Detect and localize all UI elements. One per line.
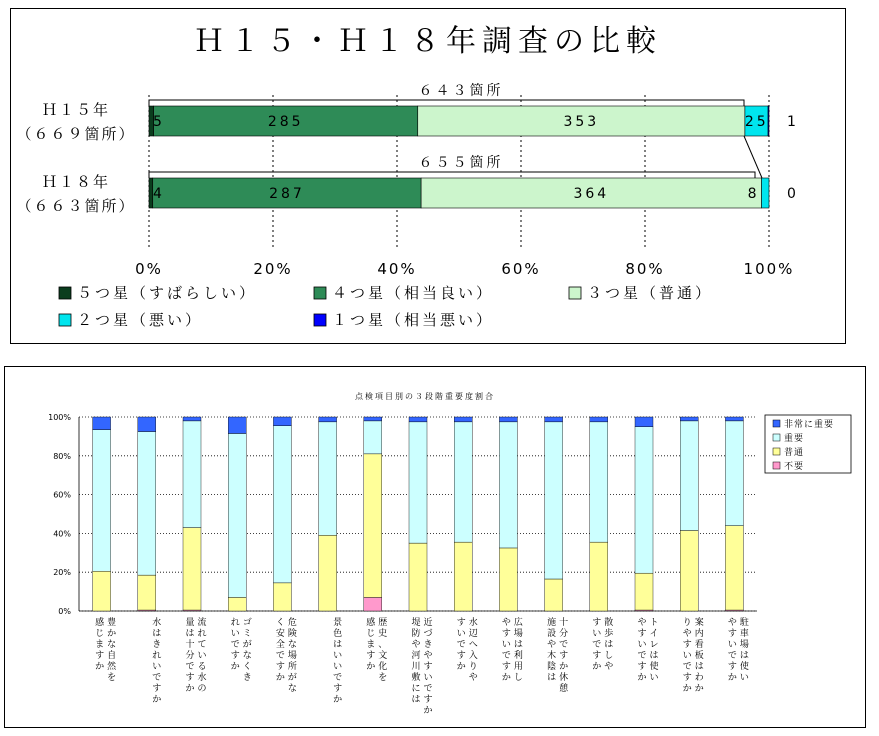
category-label-char: ま — [95, 640, 105, 650]
category-label-char: 設 — [547, 629, 557, 639]
category-label-char: な — [287, 640, 297, 650]
category-label-char: 休 — [559, 673, 569, 683]
category-label-char: 水 — [468, 618, 478, 628]
category-label-char: 分 — [185, 651, 195, 661]
bar-segment — [545, 579, 563, 611]
bar-segment — [319, 417, 337, 422]
legend-swatch — [773, 448, 780, 455]
category-label-char: や — [604, 662, 614, 672]
data-label: 5 — [153, 114, 165, 130]
category-label-char: な — [242, 651, 252, 661]
comparison-chart-panel — [10, 8, 846, 344]
category-label-char: い — [592, 629, 602, 639]
category-label-char: い — [739, 673, 749, 683]
category-label-char: し — [513, 673, 523, 683]
category-label-char: す — [366, 651, 376, 661]
data-label: 287 — [269, 186, 305, 202]
category-label-char: か — [423, 706, 433, 716]
category-label-char: れ — [152, 651, 162, 661]
category-label-char: や — [423, 651, 433, 661]
category-label-char: い — [197, 651, 207, 661]
bracket-line — [149, 100, 744, 106]
chart-title: Ｈ１５・Ｈ１８年調査の比較 — [194, 24, 662, 59]
y-tick-label: 20% — [53, 568, 71, 578]
category-label-char: 感 — [95, 618, 105, 628]
category-label-char: す — [682, 640, 692, 650]
category-label-char: す — [333, 684, 343, 694]
category-label-char: は — [152, 629, 162, 639]
bar-segment — [725, 526, 743, 610]
x-tick-label: 20% — [253, 260, 293, 278]
category-label-char: ミ — [242, 629, 252, 639]
category-label-char: す — [230, 651, 240, 661]
bar-segment — [93, 571, 111, 611]
category-label-char: か — [152, 695, 162, 705]
category-label-char: 然 — [107, 662, 117, 672]
bar-segment — [228, 597, 246, 611]
category-label-char: を — [107, 673, 117, 683]
category-label-char: 近 — [423, 618, 433, 628]
bar-segment — [138, 432, 156, 576]
category-label-char: か — [185, 684, 195, 694]
data-label: 8 — [747, 186, 760, 202]
bar-segment — [762, 178, 769, 208]
bar-segment — [590, 422, 608, 542]
category-label-char: や — [637, 618, 647, 628]
bar-segment — [454, 422, 472, 542]
y-tick-label: 0% — [58, 607, 71, 616]
category-label-char: 車 — [739, 629, 749, 639]
category-label-char: か — [559, 662, 569, 672]
category-label-char: す — [592, 618, 602, 628]
category-label-char: 流 — [197, 618, 207, 628]
bar-segment — [725, 417, 743, 421]
category-label-char: 敷 — [411, 673, 421, 683]
x-tick-label: 100% — [743, 260, 795, 278]
category-label-char: い — [230, 629, 240, 639]
bar-segment — [183, 528, 201, 610]
category-label-char: は — [333, 640, 343, 650]
category-label-char: は — [547, 673, 557, 683]
bar-segment — [364, 454, 382, 598]
category-label-char: ま — [366, 640, 376, 650]
category-label-char: す — [637, 662, 647, 672]
importance-chart-panel — [4, 366, 866, 728]
bar-segment — [454, 417, 472, 422]
category-label-char: 防 — [411, 629, 421, 639]
category-label-char: で — [333, 673, 343, 683]
category-label-char: き — [423, 640, 433, 650]
legend-label: ５つ星（すばらしい） — [77, 284, 258, 302]
bar-segment — [545, 422, 563, 579]
category-label-char: な — [287, 684, 297, 694]
category-label-char: 水 — [197, 673, 207, 683]
x-tick-label: 0% — [135, 260, 163, 278]
legend-label: 非常に重要 — [784, 420, 835, 430]
legend-swatch — [59, 287, 71, 299]
category-label-char: か — [230, 662, 240, 672]
bar-segment — [319, 422, 337, 535]
category-label-char: 入 — [468, 651, 478, 661]
importance-chart — [5, 367, 865, 727]
bar-segment — [635, 417, 653, 427]
category-label-char: で — [185, 662, 195, 672]
category-label-char: く — [275, 618, 285, 628]
category-label-char: は — [739, 651, 749, 661]
category-label-char: い — [333, 662, 343, 672]
category-label-char: 内 — [694, 629, 704, 639]
legend-label: １つ星（相当悪い） — [332, 311, 495, 329]
category-label-char: 量 — [185, 618, 195, 628]
category-label-char: 用 — [513, 662, 523, 672]
legend-label: 普通 — [784, 448, 805, 458]
data-label: 0 — [787, 186, 799, 202]
category-label-char: い — [727, 640, 737, 650]
legend-label: ４つ星（相当良い） — [332, 284, 495, 302]
category-label-char: す — [185, 673, 195, 683]
bar-segment — [680, 530, 698, 611]
data-label: 364 — [573, 186, 610, 202]
category-label-char: 分 — [559, 629, 569, 639]
category-label-char: の — [197, 684, 207, 694]
category-label-char: 歴 — [378, 618, 388, 628]
category-label-char: す — [501, 629, 511, 639]
category-label-char: で — [727, 651, 737, 661]
category-label-char: か — [592, 662, 602, 672]
category-label-char: か — [95, 662, 105, 672]
category-label-char: 案 — [694, 618, 704, 628]
category-label-char: じ — [366, 629, 376, 639]
category-label-char: イ — [649, 629, 659, 639]
category-label-char: す — [592, 651, 602, 661]
bar-segment — [499, 422, 517, 548]
category-label-char: 広 — [513, 618, 523, 628]
category-label-char: で — [682, 662, 692, 672]
category-label-char: が — [287, 673, 297, 683]
category-label-char: で — [456, 640, 466, 650]
bar-segment — [680, 417, 698, 421]
category-label-char: 駐 — [739, 618, 749, 628]
bracket-label: ６４３箇所 — [418, 83, 504, 99]
category-label: （６６３箇所） — [16, 197, 136, 215]
legend-swatch — [569, 287, 581, 299]
category-label-char: 豊 — [107, 618, 117, 628]
category-label-char: 使 — [649, 662, 659, 672]
category-label-char: い — [682, 651, 692, 661]
category-label-char: て — [197, 640, 207, 650]
category-label-char: で — [592, 640, 602, 650]
category-label-char: や — [727, 618, 737, 628]
category-label-char: す — [456, 651, 466, 661]
category-label-char: に — [411, 684, 421, 694]
data-label: 353 — [563, 114, 600, 130]
category-label-char: す — [275, 662, 285, 672]
bar-segment — [454, 542, 472, 611]
bracket-line — [149, 172, 755, 178]
category-label-char: 自 — [107, 651, 117, 661]
category-label-char: す — [727, 629, 737, 639]
category-label-char: す — [637, 629, 647, 639]
category-label-char: す — [501, 662, 511, 672]
bar-segment — [228, 417, 246, 433]
category-label-char: 木 — [547, 651, 557, 661]
category-label-char: 安 — [275, 629, 285, 639]
category-label-char: は — [185, 629, 195, 639]
bar-segment — [364, 417, 382, 421]
data-label: 4 — [153, 186, 165, 202]
category-label-char: じ — [95, 629, 105, 639]
category-label-char: 景 — [333, 618, 343, 628]
category-label-char: か — [682, 684, 692, 694]
category-label-char: は — [649, 651, 659, 661]
bar-segment — [409, 543, 427, 611]
category-label-char: 場 — [287, 651, 297, 661]
category-label-char: す — [727, 662, 737, 672]
category-label-char: か — [727, 673, 737, 683]
bar-segment — [725, 421, 743, 526]
x-tick-label: 40% — [377, 260, 417, 278]
category-label-char: 史 — [378, 629, 388, 639]
category-label-char: し — [604, 651, 614, 661]
category-label-char: 色 — [333, 629, 343, 639]
bar-segment — [138, 417, 156, 432]
bar-segment — [364, 421, 382, 454]
category-label-char: れ — [230, 618, 240, 628]
category-label-char: 感 — [366, 618, 376, 628]
bar-segment — [409, 422, 427, 543]
category-label-char: 堤 — [411, 618, 421, 628]
category-label-char: す — [682, 673, 692, 683]
category-label-char: す — [423, 695, 433, 705]
legend-label: 不要 — [784, 462, 805, 472]
legend-swatch — [773, 462, 780, 469]
category-label-char: 散 — [604, 618, 614, 628]
category-label-char: 施 — [547, 618, 557, 628]
category-label-char: い — [152, 662, 162, 672]
category-label-char: 水 — [152, 618, 162, 628]
legend-swatch — [59, 314, 71, 326]
category-label-char: 使 — [739, 662, 749, 672]
category-label-char: は — [513, 640, 523, 650]
category-label-char: 辺 — [468, 629, 478, 639]
bar-segment — [499, 417, 517, 422]
legend-swatch — [773, 420, 780, 427]
bar-segment — [183, 417, 201, 421]
category-label-char: す — [152, 684, 162, 694]
legend-label: ３つ星（普通） — [587, 284, 714, 302]
category-label-char: を — [378, 673, 388, 683]
category-label-char: や — [501, 618, 511, 628]
data-label: 1 — [787, 114, 799, 130]
x-tick-label: 80% — [625, 260, 665, 278]
category-label-char: か — [501, 673, 511, 683]
category-label-char: い — [637, 640, 647, 650]
category-label-char: 文 — [378, 651, 388, 661]
category-label-char: か — [366, 662, 376, 672]
category-label-char: 所 — [287, 662, 297, 672]
category-label-char: で — [559, 640, 569, 650]
legend-swatch — [314, 314, 326, 326]
category-label-char: で — [423, 684, 433, 694]
category-label-char: わ — [694, 673, 704, 683]
category-label-char: す — [456, 618, 466, 628]
category-label-char: は — [694, 662, 704, 672]
category-label-char: 、 — [378, 640, 388, 650]
category-label-char: い — [333, 651, 343, 661]
category-label-char: い — [649, 673, 659, 683]
category-label-char: 場 — [739, 640, 749, 650]
category-label-char: 憩 — [559, 684, 569, 694]
bar-segment — [680, 421, 698, 531]
y-tick-label: 60% — [53, 490, 71, 500]
category-label-char: か — [107, 629, 117, 639]
category-label-char: 十 — [185, 640, 195, 650]
category-label-char: い — [423, 673, 433, 683]
comparison-chart — [11, 9, 845, 343]
category-label-char: 歩 — [604, 629, 614, 639]
category-label-char: で — [501, 651, 511, 661]
category-label: Ｈ１５年 — [41, 101, 111, 119]
category-label-char: か — [694, 684, 704, 694]
category-label-char: 利 — [513, 651, 523, 661]
category-label-char: 陰 — [547, 662, 557, 672]
y-tick-label: 100% — [48, 413, 71, 422]
bar-segment — [273, 583, 291, 611]
bar-segment — [138, 575, 156, 610]
category-label-char: す — [423, 662, 433, 672]
category-label-char: か — [275, 673, 285, 683]
y-tick-label: 80% — [53, 451, 71, 461]
category-label-char: で — [152, 673, 162, 683]
category-label-char: る — [197, 662, 207, 672]
bar-segment — [409, 417, 427, 422]
category-label-char: が — [242, 640, 252, 650]
bar-segment — [93, 417, 111, 430]
category-label-char: か — [333, 695, 343, 705]
bar-segment — [499, 548, 517, 611]
category-label-char: は — [604, 640, 614, 650]
category-label-char: は — [411, 695, 421, 705]
category-label-char: 全 — [275, 640, 285, 650]
bar-segment — [364, 597, 382, 611]
bar-segment — [590, 542, 608, 611]
y-tick-label: 40% — [53, 529, 71, 539]
bar-segment — [273, 426, 291, 583]
category-label-char: す — [559, 651, 569, 661]
category-label: Ｈ１８年 — [41, 173, 111, 191]
category-label-char: 看 — [694, 640, 704, 650]
bar-segment — [228, 433, 246, 597]
category-label-char: で — [230, 640, 240, 650]
bar-segment — [590, 417, 608, 422]
data-label: 285 — [267, 114, 304, 130]
category-label-char: ゴ — [242, 618, 252, 628]
category-label-char: レ — [649, 640, 659, 650]
category-label-char: で — [275, 651, 285, 661]
category-label-char: い — [501, 640, 511, 650]
category-label-char: い — [456, 629, 466, 639]
data-label: 25 — [744, 114, 769, 130]
category-label-char: や — [411, 640, 421, 650]
legend-swatch — [314, 287, 326, 299]
category-label-char: れ — [197, 629, 207, 639]
category-label-char: り — [682, 618, 692, 628]
bar-segment — [183, 421, 201, 528]
category-label-char: き — [242, 673, 252, 683]
category-label-char: く — [242, 662, 252, 672]
category-label-char: 険 — [287, 629, 297, 639]
category-label-char: へ — [468, 640, 478, 650]
category-label-char: か — [456, 662, 466, 672]
category-label-char: や — [682, 629, 692, 639]
category-label-char: な — [107, 640, 117, 650]
legend-swatch — [773, 434, 780, 441]
category-label: （６６９箇所） — [16, 125, 136, 143]
bar-segment — [545, 417, 563, 422]
category-label-char: 十 — [559, 618, 569, 628]
bar-segment — [635, 573, 653, 610]
bar-segment — [635, 427, 653, 573]
category-label-char: 河 — [411, 651, 421, 661]
category-label-char: か — [637, 673, 647, 683]
category-label-char: 場 — [513, 629, 523, 639]
category-label-char: 板 — [694, 651, 704, 661]
category-label-char: や — [547, 640, 557, 650]
category-label-char: 化 — [378, 662, 388, 672]
category-label-char: り — [468, 662, 478, 672]
legend-label: 重要 — [784, 434, 805, 444]
category-label-char: き — [152, 640, 162, 650]
x-tick-label: 60% — [501, 260, 541, 278]
category-label-char: づ — [423, 629, 433, 639]
bracket-label: ６５５箇所 — [418, 155, 504, 171]
category-label-char: 危 — [287, 618, 297, 628]
category-label-char: や — [468, 673, 478, 683]
category-label-char: す — [95, 651, 105, 661]
legend-label: ２つ星（悪い） — [77, 311, 204, 329]
category-label-char: で — [637, 651, 647, 661]
bar-segment — [93, 430, 111, 572]
category-label-char: ト — [649, 618, 659, 628]
bar-segment — [273, 417, 291, 426]
chart-title: 点検項目別の３段階重要度割合 — [355, 392, 495, 401]
bar-segment — [319, 535, 337, 611]
category-label-char: 川 — [411, 662, 421, 672]
